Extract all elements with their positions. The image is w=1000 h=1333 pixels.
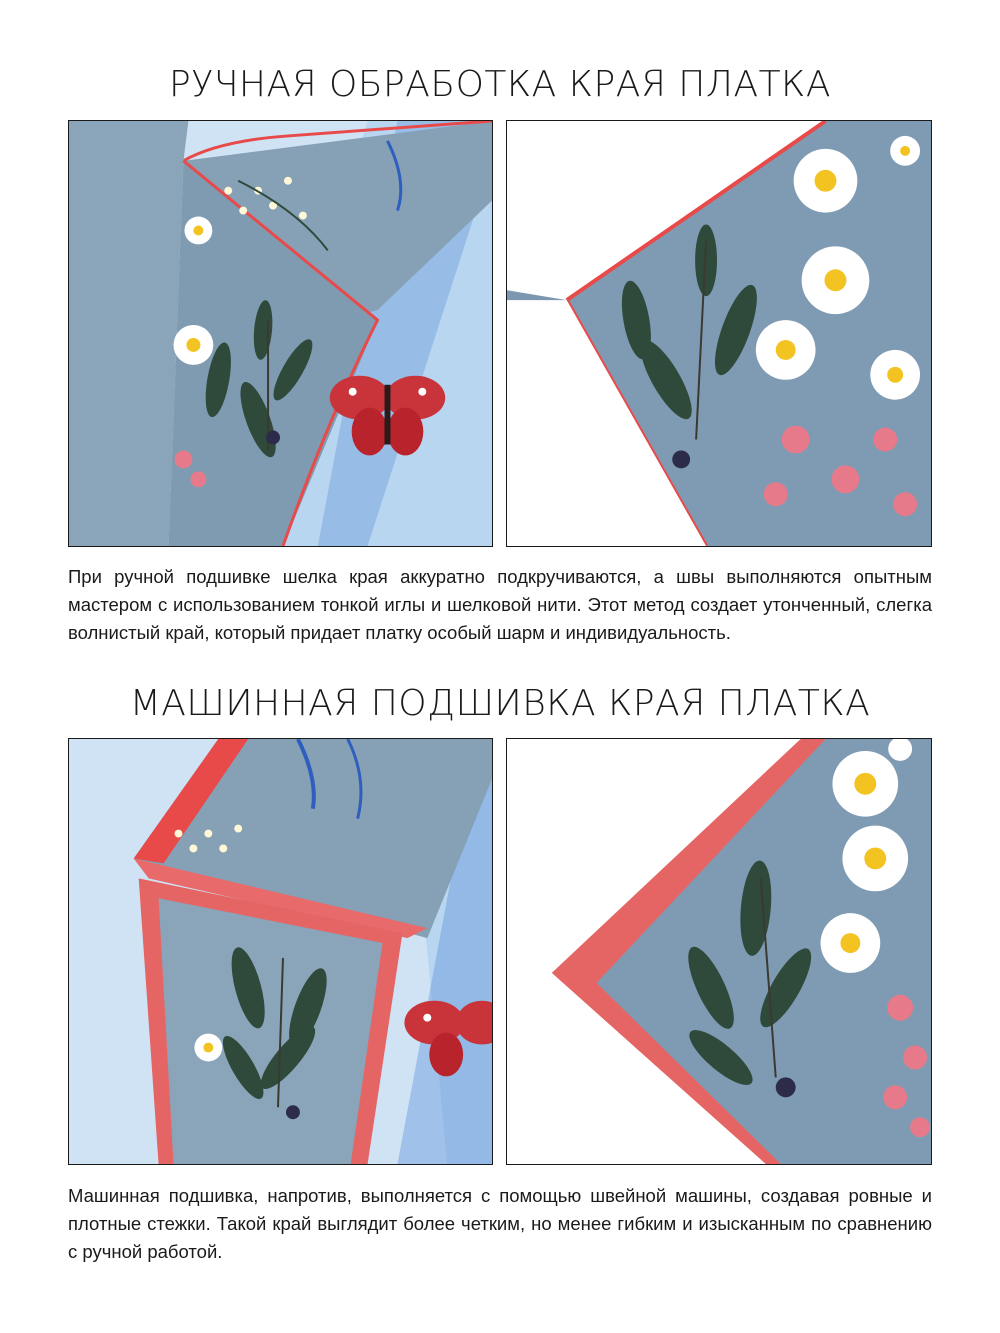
description-hand-rolled: При ручной подшивке шелка края аккуратно подкручиваются, а швы выполняются опытным мастером с использованием тонкой иглы и шелковой нити. Этот метод создает утонченный, слегка волнистый край, который придает платку особый шарм и индивидуальность.	[68, 566, 932, 643]
photo-machine-stitched-corner-daisies	[506, 738, 932, 1165]
photo-machine-stitched-corner-butterfly	[68, 738, 493, 1165]
section-title-machine-stitched: МАШИННАЯ ПОДШИВКА КРАЯ ПЛАТКА	[129, 683, 871, 724]
photo-hand-rolled-corner-butterfly	[68, 120, 493, 547]
description-machine-stitched: Машинная подшивка, напротив, выполняется с помощью швейной машины, создавая ровные и плотные стежки. Такой край выглядит более четким, но менее гибким и изысканным по сравнению с ручной работой.	[68, 1185, 932, 1262]
section-title-hand-rolled: РУЧНАЯ ОБРАБОТКА КРАЯ ПЛАТКА	[169, 64, 831, 105]
photo-hand-rolled-corner-daisies	[506, 120, 932, 547]
